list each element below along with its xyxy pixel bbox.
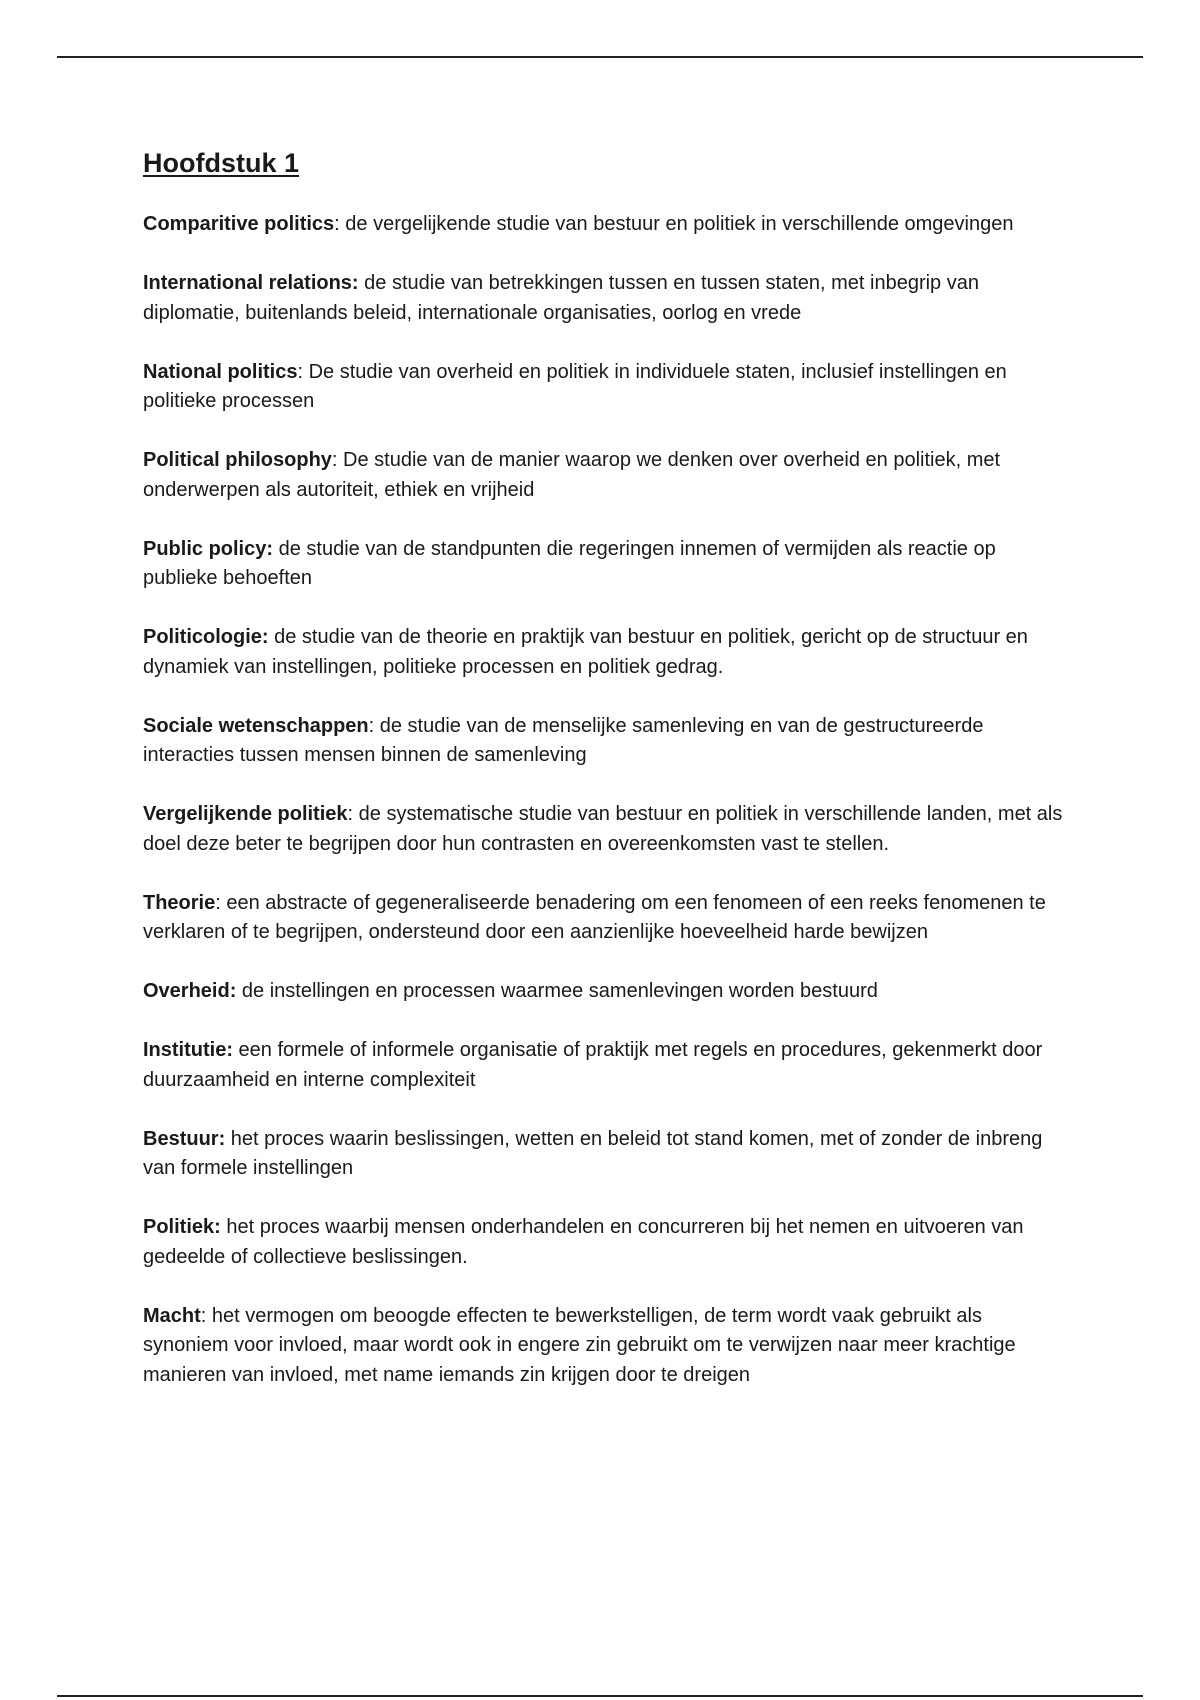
definition-term: Theorie bbox=[143, 891, 216, 914]
definition-term: Bestuur: bbox=[143, 1127, 226, 1150]
definition-term: Sociale wetenschappen bbox=[143, 714, 369, 737]
definition-entry bbox=[143, 1125, 1073, 1184]
definition-text: een formele of informele organisatie of praktijk met regels en procedures, gekenmerkt door duurzaamheid en interne complexiteit bbox=[143, 1039, 1043, 1091]
definition-entry bbox=[143, 446, 1073, 505]
definition-entry bbox=[143, 269, 1073, 328]
definition-text: de studie van de standpunten die regeringen innemen of vermijden als reactie op publieke behoeften bbox=[143, 537, 996, 589]
definition-text: : De studie van overheid en politiek in individuele staten, inclusief instellingen en politieke processen bbox=[143, 360, 1007, 412]
definition-entry bbox=[143, 1213, 1073, 1272]
definition-term: Institutie: bbox=[143, 1039, 233, 1061]
definition-entry bbox=[143, 1036, 1073, 1095]
definition-term: Overheid: bbox=[143, 980, 237, 1002]
definition-text: het proces waarin beslissingen, wetten en beleid tot stand komen, met of zonder de inbreng van formele instellingen bbox=[143, 1127, 1043, 1179]
definition-text: : een abstracte of gegeneraliseerde benadering om een fenomeen of een reeks fenomenen te verklaren of te begrijpen, ondersteund door een aanzienlijke hoeveelheid harde bewijzen bbox=[143, 891, 1046, 943]
definition-term: National politics bbox=[143, 360, 298, 383]
definition-entry bbox=[143, 800, 1073, 859]
footer-rule bbox=[57, 1695, 1143, 1697]
definition-text: het proces waarbij mensen onderhandelen en concurreren bij het nemen en uitvoeren van gedeelde of collectieve beslissingen. bbox=[143, 1216, 1024, 1268]
definition-text: de studie van de theorie en praktijk van bestuur en politiek, gericht op de structuur en dynamiek van instellingen, politieke processen en politiek gedrag. bbox=[143, 626, 1028, 678]
definition-text: : De studie van de manier waarop we denken over overheid en politiek, met onderwerpen als autoriteit, ethiek en vrijheid bbox=[143, 449, 1001, 501]
chapter-heading: Hoofdstuk 1 bbox=[143, 148, 300, 178]
definition-term: Political philosophy bbox=[143, 449, 332, 471]
definition-entry bbox=[143, 535, 1073, 594]
definition-entry bbox=[143, 1302, 1073, 1391]
definition-text: de instellingen en processen waarmee samenlevingen worden bestuurd bbox=[236, 980, 878, 1002]
definition-text: de studie van betrekkingen tussen en tussen staten, met inbegrip van diplomatie, buitenlands beleid, internationale organisaties, oorlog en vrede bbox=[143, 272, 979, 324]
header-rule bbox=[57, 56, 1143, 58]
definition-text: : de systematische studie van bestuur en politiek in verschillende landen, met als doel deze beter te begrijpen door hun contrasten en overeenkomsten vast te stellen. bbox=[143, 803, 1063, 855]
definition-entry bbox=[143, 358, 1073, 417]
definition-term: Public policy: bbox=[143, 537, 274, 560]
definition-entry bbox=[143, 889, 1073, 948]
definition-text: : de studie van de menselijke samenleving en van de gestructureerde interacties tussen mensen binnen de samenleving bbox=[143, 714, 984, 766]
definition-term: Politicologie: bbox=[143, 626, 269, 648]
definition-term: International relations: bbox=[143, 272, 359, 294]
definition-entry bbox=[143, 977, 1073, 1007]
definition-term: Politiek: bbox=[143, 1216, 221, 1238]
definition-entry bbox=[143, 210, 1073, 240]
page-content bbox=[143, 146, 1073, 1420]
definition-entry bbox=[143, 623, 1073, 682]
definition-text: : het vermogen om beoogde effecten te bewerkstelligen, de term wordt vaak gebruikt als synoniem voor invloed, maar wordt ook in engere zin gebruikt om te verwijzen naar meer krachtige manieren van invloed, met name iemands zin krijgen door te dreigen bbox=[143, 1304, 1016, 1386]
definition-term: Macht bbox=[143, 1304, 201, 1327]
definition-term: Comparitive politics bbox=[143, 213, 335, 235]
definition-entry bbox=[143, 712, 1073, 771]
definition-term: Vergelijkende politiek bbox=[143, 803, 348, 825]
definition-text: : de vergelijkende studie van bestuur en politiek in verschillende omgevingen bbox=[334, 213, 1014, 235]
